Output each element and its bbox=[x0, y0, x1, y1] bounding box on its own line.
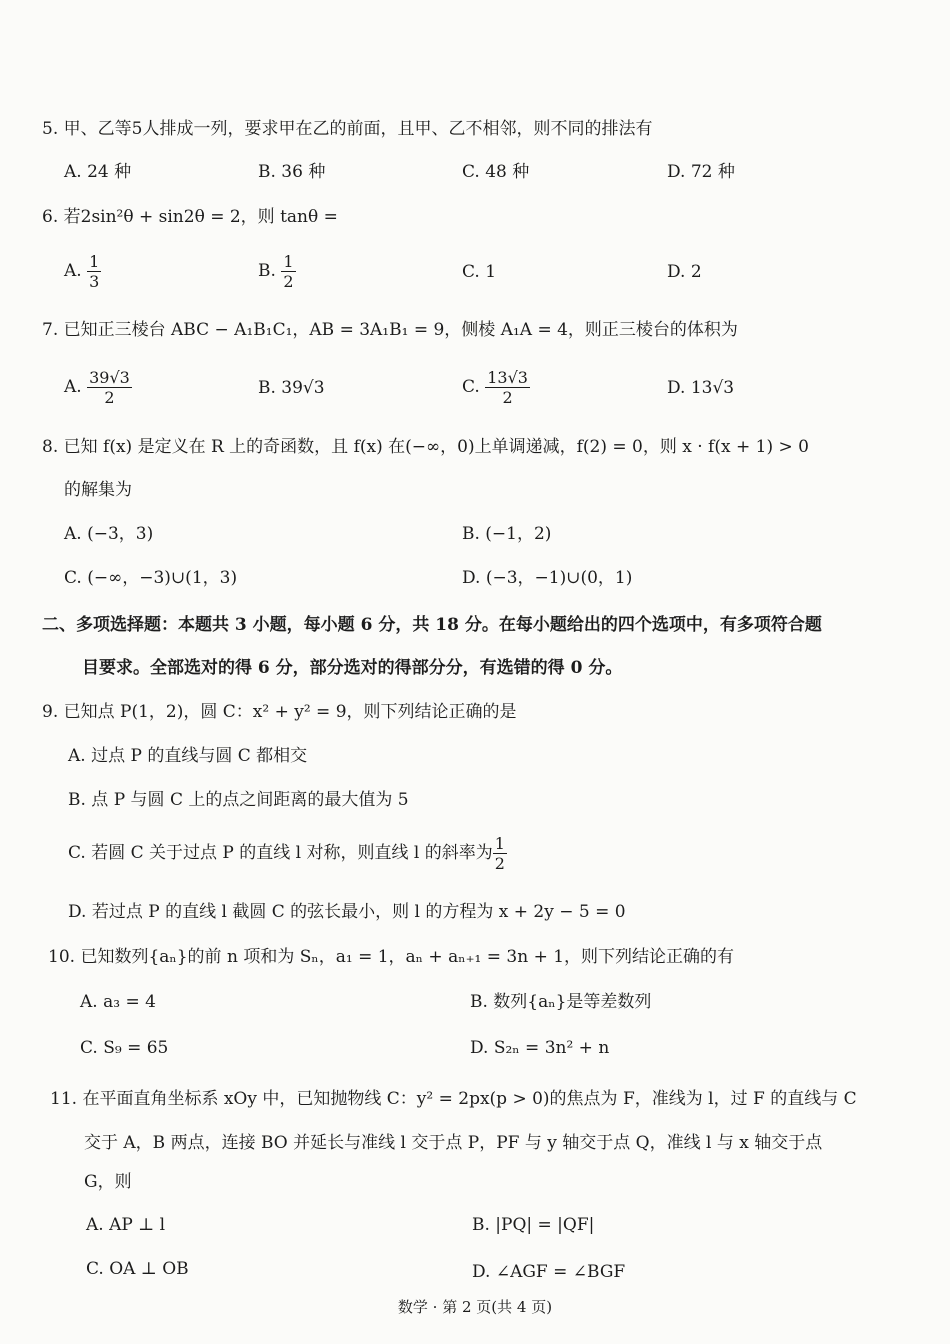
q5-option-a: A. 24 种 bbox=[64, 162, 132, 182]
question-8-stem-line1: 8. 已知 f(x) 是定义在 R 上的奇函数，且 f(x) 在(−∞，0)上单调递减，f(2) = 0，则 x · f(x + 1) > 0 bbox=[42, 437, 809, 457]
q5-option-c: C. 48 种 bbox=[462, 162, 530, 182]
q11-option-c: C. OA ⊥ OB bbox=[86, 1259, 189, 1279]
q8-option-b: B. (−1，2) bbox=[462, 524, 552, 544]
question-9-stem: 9. 已知点 P(1，2)，圆 C：x² + y² = 9，则下列结论正确的是 bbox=[42, 702, 517, 722]
question-8-stem-line2: 的解集为 bbox=[64, 480, 132, 500]
q6-option-d: D. 2 bbox=[667, 262, 702, 282]
q7-option-a-fraction: $\frac{39√3}{2}$ bbox=[89, 368, 130, 407]
q9-option-c bbox=[68, 834, 507, 873]
q7-option-c-fraction: $\frac{13√3}{2}$ bbox=[487, 368, 528, 407]
q6-option-a-label: A. bbox=[64, 261, 82, 281]
q6-option-a bbox=[64, 252, 101, 291]
q6-option-b-fraction: $\frac{1}{2}$ bbox=[283, 252, 294, 291]
q6-option-a-fraction: $\frac{1}{3}$ bbox=[89, 252, 100, 291]
q7-option-c bbox=[462, 368, 530, 407]
question-5-stem: 5. 甲、乙等5人排成一列，要求甲在乙的前面，且甲、乙不相邻，则不同的排法有 bbox=[42, 119, 653, 139]
q10-option-b: B. 数列{aₙ}是等差数列 bbox=[470, 992, 652, 1012]
question-11-stem-line2: 交于 A，B 两点，连接 BO 并延长与准线 l 交于点 P，PF 与 y 轴交于点 Q，准线 l 与 x 轴交于点 bbox=[84, 1133, 823, 1153]
question-6-stem: 6. 若2sin²θ + sin2θ = 2，则 tanθ = bbox=[42, 207, 338, 227]
q10-option-c: C. S₉ = 65 bbox=[80, 1038, 169, 1058]
q7-option-a-label: A. bbox=[64, 377, 82, 397]
q5-option-b: B. 36 种 bbox=[258, 162, 326, 182]
q9-option-d: D. 若过点 P 的直线 l 截圆 C 的弦长最小，则 l 的方程为 x + 2y − 5 = 0 bbox=[68, 902, 626, 922]
q8-option-a: A. (−3，3) bbox=[64, 524, 154, 544]
q10-option-d: D. S₂ₙ = 3n² + n bbox=[470, 1038, 610, 1058]
q10-option-a: A. a₃ = 4 bbox=[80, 992, 156, 1012]
q11-option-a: A. AP ⊥ l bbox=[86, 1215, 166, 1235]
q8-option-c: C. (−∞，−3)∪(1，3) bbox=[64, 568, 238, 588]
q6-option-b bbox=[258, 252, 296, 291]
q7-option-c-label: C. bbox=[462, 377, 480, 397]
question-7-stem: 7. 已知正三棱台 ABC − A₁B₁C₁，AB = 3A₁B₁ = 9，侧棱 A₁A = 4，则正三棱台的体积为 bbox=[42, 320, 738, 340]
q6-option-c: C. 1 bbox=[462, 262, 497, 282]
q7-option-b: B. 39√3 bbox=[258, 378, 325, 398]
q11-option-b: B. |PQ| = |QF| bbox=[472, 1215, 595, 1235]
question-10-stem: 10. 已知数列{aₙ}的前 n 项和为 Sₙ，a₁ = 1，aₙ + aₙ₊₁ = 3n + 1，则下列结论正确的有 bbox=[48, 947, 735, 967]
question-11-stem-line1: 11. 在平面直角坐标系 xOy 中，已知抛物线 C：y² = 2px(p > 0)的焦点为 F，准线为 l，过 F 的直线与 C bbox=[50, 1089, 857, 1109]
q9-option-b: B. 点 P 与圆 C 上的点之间距离的最大值为 5 bbox=[68, 790, 409, 810]
q5-option-d: D. 72 种 bbox=[667, 162, 735, 182]
section-2-heading-line2: 目要求。全部选对的得 6 分，部分选对的得部分分，有选错的得 0 分。 bbox=[82, 658, 623, 678]
q11-option-d: D. ∠AGF = ∠BGF bbox=[472, 1262, 626, 1282]
page-footer: 数学 · 第 2 页(共 4 页) bbox=[397, 1298, 553, 1316]
section-2-heading-line1: 二、多项选择题：本题共 3 小题，每小题 6 分，共 18 分。在每小题给出的四个选项中，有多项符合题 bbox=[42, 615, 822, 635]
q8-option-d: D. (−3，−1)∪(0，1) bbox=[462, 568, 633, 588]
q6-option-b-label: B. bbox=[258, 261, 276, 281]
q7-option-a bbox=[64, 368, 132, 407]
q9-option-c-text: C. 若圆 C 关于过点 P 的直线 l 对称，则直线 l 的斜率为 bbox=[68, 843, 493, 863]
q9-option-c-fraction: $\frac{1}{2}$ bbox=[494, 834, 505, 873]
q7-option-d: D. 13√3 bbox=[667, 378, 735, 398]
question-11-stem-line3: G，则 bbox=[84, 1172, 132, 1192]
q9-option-a: A. 过点 P 的直线与圆 C 都相交 bbox=[68, 746, 308, 766]
